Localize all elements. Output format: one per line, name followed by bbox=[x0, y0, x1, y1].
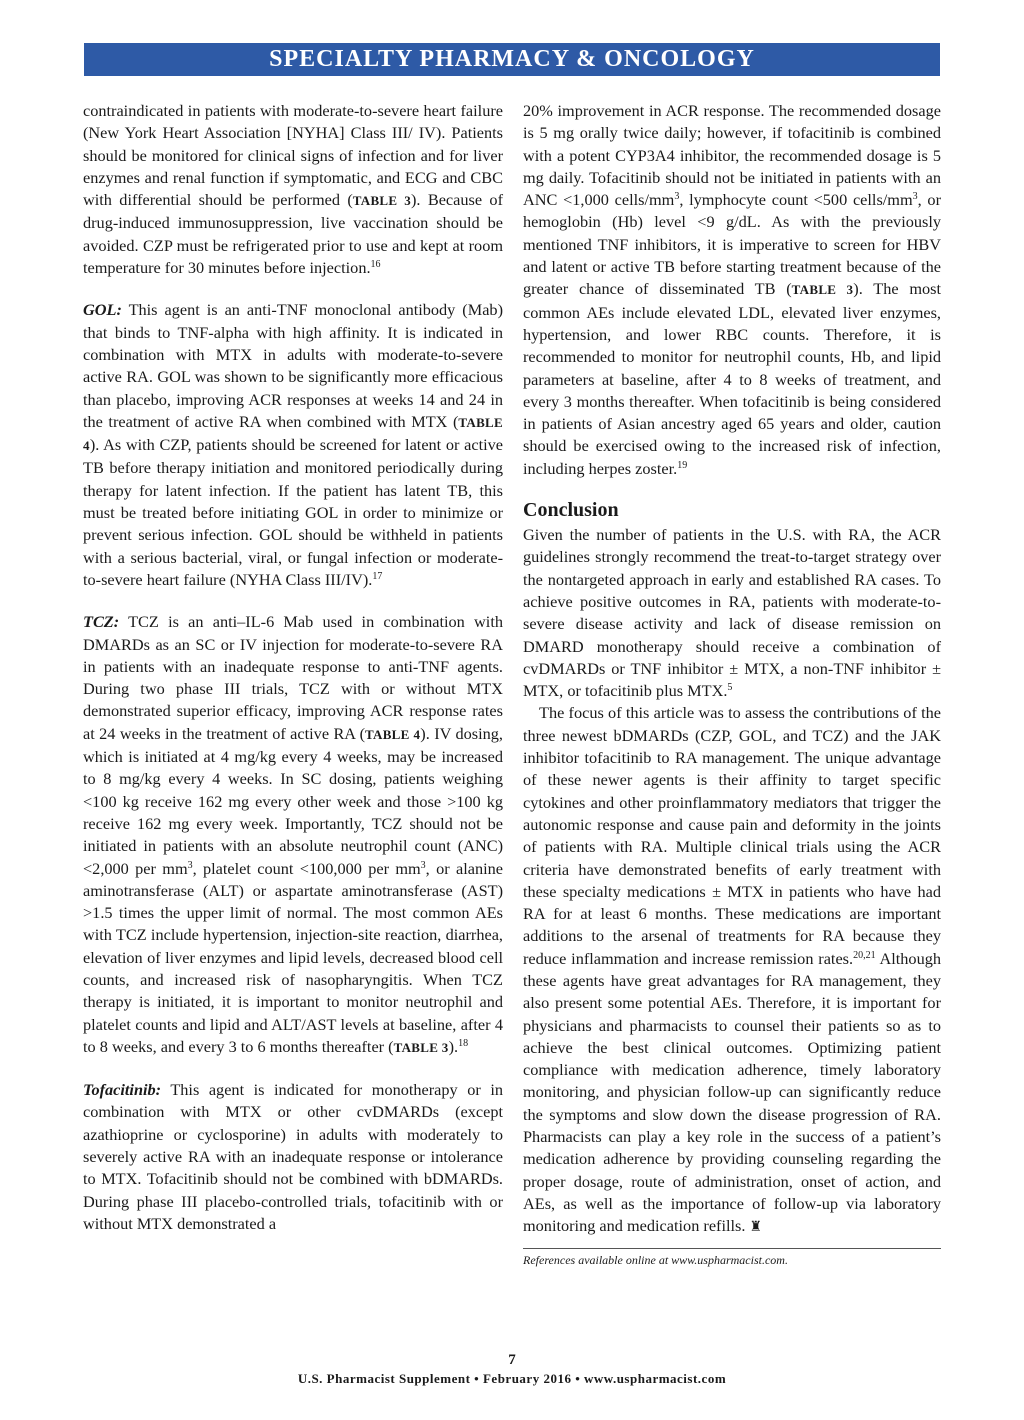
drug-lead-tofacitinib: Tofacitinib: bbox=[83, 1080, 162, 1100]
paragraph-tofacitinib-continued: 20% improvement in ACR response. The recommended dosage is 5 mg orally twice daily; however, if tofacitinib is combined with a potent CYP3A4 inhibitor, the recommended dosage is 5 mg daily. Tofacitinib should not be initiated in patients with an ANC <1,000 cells/$mm^3$, lymphocyte count <500 cells/$mm^3$, or hemoglobin (Hb) level <9 g/dL. As with the previously mentioned TNF inhibitors, it is imperative to screen for HBV and latent or active TB before starting treatment because of the greater chance of disseminated TB (TABLE 3). The most common AEs include elevated LDL, elevated liver enzymes, hypertension, and lower RBC counts. Therefore, it is recommended to monitor for neutrophil counts, Hb, and lipid parameters at baseline, after 4 to 8 weeks of treatment, and every 3 months thereafter. When tofacitinib is being considered in patients of Asian ancestry aged 65 years and older, caution should be exercised owing to the increased risk of infection, including herpes zoster.$^{19}$ bbox=[523, 101, 941, 478]
paragraph-conclusion-2: The focus of this article was to assess the contributions of the three newest bDMARDs (CZP, GOL, and TCZ) and the JAK inhibitor tofacitinib to RA management. The unique advantage of these newer agents is their affinity to target specific cytokines and other proinflammatory mediators that trigger the autonomic response and cause pain and deformity in the joints of patients with RA. Multiple clinical trials using the ACR criteria have demonstrated benefits of early treatment with these specialty medications ± MTX in patients who have had RA for at least 6 months. These medications are important additions to the arsenal of treatments for RA because they reduce inflammation and increase remission rates.$^{20,21}$ Although these agents have great advantages for RA management, they also present some potential AEs. Therefore, it is important for physicians and pharmacists to counsel their patients so as to achieve the best clinical outcomes. Optimizing patient compliance with medication adherence, timely laboratory monitoring, and physician follow-up can significantly reduce the symptoms and slow down the disease progression of RA. Pharmacists can play a key role in the success of a patient’s medication adherence by providing counseling regarding the proper dosage, route of administration, onset of action, and AEs, as well as the importance of follow-up via laboratory monitoring and medication refills. ♜ bbox=[523, 703, 941, 1236]
section-banner bbox=[84, 43, 940, 76]
citation: 17 bbox=[372, 570, 383, 582]
banner-title: SPECIALTY PHARMACY & ONCOLOGY bbox=[269, 46, 755, 72]
table-reference: TABLE 3 bbox=[791, 282, 854, 298]
paragraph-tcz: TCZ: TCZ is an anti–IL-6 Mab used in combination with DMARDs as an SC or IV injection for moderate-to-severe RA in patients with an inadequate response to anti-TNF agents. During two phase III trials, TCZ with or without MTX demonstrated superior efficacy, improving ACR response rates at 24 weeks in the treatment of active RA (TABLE 4). IV dosing, which is initiated at 4 mg/kg every 4 weeks, may be increased to 8 mg/kg every 4 weeks. In SC dosing, patients weighing <100 kg receive 162 mg every other week and those >100 kg receive 162 mg every week. Importantly, TCZ should not be initiated in patients with an absolute neutrophil count (ANC) <2,000 per $mm^3$, platelet count <100,000 per $mm^3$, or alanine aminotransferase (ALT) or aspartate aminotransferase (AST) >1.5 times the upper limit of normal. The most common AEs with TCZ include hypertension, injection-site reaction, diarrhea, elevation of liver enzymes and lipid levels, decreased blood cell counts, and increased risk of nasopharyngitis. When TCZ therapy is initiated, it is important to monitor neutrophil and platelet counts and lipid and ALT/AST levels at baseline, after 4 to 8 weeks, and every 3 to 6 months thereafter (TABLE 3).$^{18}$ bbox=[83, 612, 503, 1056]
citation: 19 bbox=[677, 459, 688, 471]
footer-line: U.S. Pharmacist Supplement • February 2016 • www.uspharmacist.com bbox=[297, 1371, 727, 1386]
paragraph-conclusion-1: Given the number of patients in the U.S. with RA, the ACR guidelines strongly recommend the treat-to-target strategy over the nontargeted approach in early and established RA cases. To achieve positive outcomes in RA, patients with moderate-to-severe disease activity and lack of disease remission on DMARD monotherapy should receive a combination of cvDMARDs or TNF inhibitor ± MTX, a non-TNF inhibitor ± MTX, or tofacitinib plus MTX.$^5$ bbox=[523, 525, 941, 701]
table-reference: TABLE 3 bbox=[393, 1039, 449, 1055]
drug-lead-tcz: TCZ: bbox=[83, 612, 120, 632]
table-reference: TABLE 4 bbox=[365, 726, 421, 742]
paragraph-czp-monitoring: contraindicated in patients with moderate-to-severe heart failure (New York Heart Association [NYHA] Class III/ IV). Patients should be monitored for clinical signs of infection and for liver enzymes and renal function if symptomatic, and ECG and CBC with differential should be performed (TABLE 3). Because of drug-induced immunosuppression, live vaccination should be avoided. CZP must be refrigerated prior to use and kept at room temperature for 30 minutes before injection.$^{16}$ bbox=[83, 101, 503, 278]
right-column bbox=[523, 100, 941, 1268]
citation: 18 bbox=[458, 1037, 469, 1049]
left-column bbox=[83, 100, 503, 1235]
paragraph-gol: GOL: This agent is an anti-TNF monoclonal antibody (Mab) that binds to TNF-alpha with high affinity. It is indicated in combination with MTX in adults with moderate-to-severe active RA. GOL was shown to be significantly more efficacious than placebo, improving ACR responses at weeks 14 and 24 in the treatment of active RA when combined with MTX (TABLE 4). As with CZP, patients should be screened for latent or active TB before therapy initiation and monitored periodically during therapy for latent infection. If the patient has latent TB, this must be treated before initiating GOL in order to minimize or prevent serious infection. GOL should be withheld in patients with a serious bacterial, viral, or fungal infection or moderate-to-severe heart failure (NYHA Class III/IV).$^{17}$ bbox=[83, 300, 503, 589]
paragraph-tofacitinib: Tofacitinib: This agent is indicated for monotherapy or in combination with MTX or other cvDMARDs (except azathioprine or cyclosporine) in adults with moderately to severely active RA with an inadequate response or intolerance to MTX. Tofacitinib should not be combined with bDMARDs. During phase III placebo-controlled trials, tofacitinib with or without MTX demonstrated a bbox=[83, 1080, 503, 1233]
conclusion-heading: Conclusion bbox=[523, 499, 619, 522]
table-reference: TABLE 4 bbox=[83, 414, 503, 454]
table-reference: TABLE 3 bbox=[352, 193, 411, 209]
citation: 5 bbox=[727, 682, 733, 694]
references-note: References available online at www.uspharmacist.com. bbox=[523, 1252, 788, 1267]
drug-lead-gol: GOL: bbox=[83, 300, 122, 320]
citation: 16 bbox=[370, 259, 381, 271]
end-of-article-icon: ♜ bbox=[749, 1220, 763, 1236]
references-divider bbox=[523, 1248, 941, 1249]
citation: 20,21 bbox=[853, 949, 876, 961]
page-number: 7 bbox=[508, 1352, 516, 1368]
